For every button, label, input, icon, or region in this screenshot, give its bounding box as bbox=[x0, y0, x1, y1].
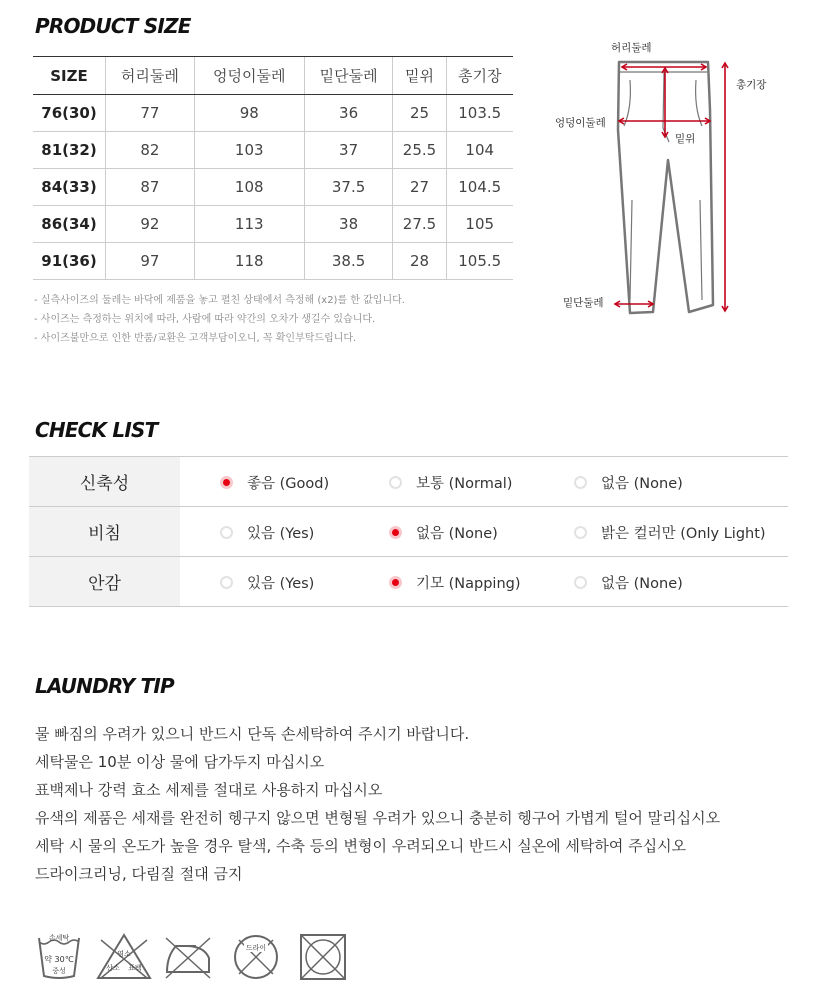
size-value-cell: 92 bbox=[106, 206, 195, 243]
size-value-cell: 25.5 bbox=[393, 132, 446, 169]
product-size-heading: PRODUCT SIZE bbox=[35, 14, 191, 38]
no-dry-clean-icon bbox=[231, 932, 281, 982]
column-header: SIZE bbox=[33, 57, 106, 95]
bleach-chlorine-label: 염소 bbox=[117, 950, 131, 958]
size-label-cell: 86(34) bbox=[33, 206, 106, 243]
size-value-cell: 103.5 bbox=[446, 95, 513, 132]
size-value-cell: 82 bbox=[106, 132, 195, 169]
hand-wash-label: 손세탁 bbox=[48, 934, 70, 942]
radio-selected-icon bbox=[389, 526, 402, 539]
size-label-cell: 84(33) bbox=[33, 169, 106, 206]
check-option-label: 보통 (Normal) bbox=[416, 476, 513, 492]
size-label-cell: 81(32) bbox=[33, 132, 106, 169]
laundry-tip-line: 유색의 제품은 세재를 완전히 헹구지 않으면 변형될 우려가 있으니 충분히 헹구어 가볍게 털어 말리십시오 bbox=[35, 809, 721, 827]
size-value-cell: 98 bbox=[194, 95, 304, 132]
column-header: 엉덩이둘레 bbox=[194, 57, 304, 95]
no-bleach-icon bbox=[95, 932, 153, 982]
check-option-label: 없음 (None) bbox=[416, 526, 498, 542]
size-label-cell: 91(36) bbox=[33, 243, 106, 280]
radio-unselected-icon bbox=[220, 526, 233, 539]
check-option bbox=[220, 522, 314, 543]
check-option bbox=[389, 572, 521, 593]
size-row bbox=[33, 206, 513, 243]
check-option-label: 있음 (Yes) bbox=[247, 526, 315, 542]
column-header: 총기장 bbox=[446, 57, 513, 95]
hand-wash-temp: 약 30℃ bbox=[44, 955, 74, 964]
radio-selected-icon bbox=[389, 576, 402, 589]
no-iron-icon bbox=[162, 932, 214, 982]
check-option bbox=[220, 572, 314, 593]
size-row bbox=[33, 243, 513, 280]
size-value-cell: 104.5 bbox=[446, 169, 513, 206]
size-note: - 사이즈는 측정하는 위치에 따라, 사람에 따라 약간의 오차가 생길수 있습니다. bbox=[34, 314, 376, 325]
column-header: 밑단둘레 bbox=[304, 57, 393, 95]
size-note: - 실측사이즈의 둘레는 바닥에 제품을 놓고 펼친 상태에서 측정해 (x2)를 한 값입니다. bbox=[34, 295, 405, 306]
check-option-label: 없음 (None) bbox=[601, 576, 683, 592]
size-table bbox=[33, 56, 513, 280]
check-option bbox=[389, 472, 512, 493]
check-option bbox=[574, 472, 683, 493]
size-value-cell: 25 bbox=[393, 95, 446, 132]
laundry-tip-line: 세탁물은 10분 이상 물에 담가두지 마십시오 bbox=[35, 753, 325, 771]
size-note: - 사이즈불만으로 인한 반품/교환은 고객부담이오니, 꼭 확인부탁드립니다. bbox=[34, 333, 357, 344]
check-list-table bbox=[29, 456, 788, 607]
diagram-label-waist: 허리둘레 bbox=[611, 42, 652, 54]
size-value-cell: 105.5 bbox=[446, 243, 513, 280]
size-row bbox=[33, 132, 513, 169]
check-list-label: 비침 bbox=[29, 507, 180, 556]
size-value-cell: 87 bbox=[106, 169, 195, 206]
check-option-label: 있음 (Yes) bbox=[247, 576, 315, 592]
bleach-label: 표백 bbox=[128, 964, 142, 972]
radio-unselected-icon bbox=[574, 576, 587, 589]
check-option bbox=[220, 472, 329, 493]
radio-unselected-icon bbox=[389, 476, 402, 489]
size-label-cell: 76(30) bbox=[33, 95, 106, 132]
check-option-label: 없음 (None) bbox=[601, 476, 683, 492]
column-header: 밑위 bbox=[393, 57, 446, 95]
laundry-tip-line: 드라이크리닝, 다림질 절대 금지 bbox=[35, 865, 243, 883]
laundry-tip-line: 세탁 시 물의 온도가 높을 경우 탈색, 수축 등의 변형이 우려되오니 반드시 실온에 세탁하여 주십시오 bbox=[35, 837, 687, 855]
laundry-tip-line: 물 빠짐의 우려가 있으니 반드시 단독 손세탁하여 주시기 바랍니다. bbox=[35, 725, 470, 743]
column-header: 허리둘레 bbox=[106, 57, 195, 95]
size-value-cell: 38.5 bbox=[304, 243, 393, 280]
radio-unselected-icon bbox=[574, 526, 587, 539]
radio-selected-icon bbox=[220, 476, 233, 489]
laundry-tip-line: 표백제나 강력 효소 세제를 절대로 사용하지 마십시오 bbox=[35, 781, 383, 799]
check-option bbox=[574, 572, 683, 593]
diagram-label-rise: 밑위 bbox=[675, 133, 696, 145]
size-value-cell: 27.5 bbox=[393, 206, 446, 243]
radio-unselected-icon bbox=[574, 476, 587, 489]
size-value-cell: 28 bbox=[393, 243, 446, 280]
laundry-tip-heading: LAUNDRY TIP bbox=[35, 674, 174, 698]
check-list-heading: CHECK LIST bbox=[35, 418, 158, 442]
size-table-header bbox=[33, 57, 513, 95]
bleach-oxygen-label: 산소 bbox=[106, 964, 120, 972]
check-list-label: 신축성 bbox=[29, 457, 180, 506]
check-list-label: 안감 bbox=[29, 557, 180, 606]
size-value-cell: 108 bbox=[194, 169, 304, 206]
check-option bbox=[574, 522, 766, 543]
no-tumble-dry-icon bbox=[298, 932, 348, 984]
check-option-label: 기모 (Napping) bbox=[416, 576, 521, 592]
size-value-cell: 104 bbox=[446, 132, 513, 169]
size-value-cell: 105 bbox=[446, 206, 513, 243]
size-value-cell: 37 bbox=[304, 132, 393, 169]
size-value-cell: 97 bbox=[106, 243, 195, 280]
size-value-cell: 37.5 bbox=[304, 169, 393, 206]
size-value-cell: 38 bbox=[304, 206, 393, 243]
check-option-label: 밝은 컬러만 (Only Light) bbox=[601, 526, 766, 542]
dry-clean-label: 드라이 bbox=[245, 944, 267, 952]
hand-wash-icon bbox=[35, 932, 83, 982]
size-value-cell: 113 bbox=[194, 206, 304, 243]
size-row bbox=[33, 169, 513, 206]
check-option-label: 좋음 (Good) bbox=[247, 476, 330, 492]
size-value-cell: 27 bbox=[393, 169, 446, 206]
check-option bbox=[389, 522, 498, 543]
size-row bbox=[33, 95, 513, 132]
radio-unselected-icon bbox=[220, 576, 233, 589]
size-value-cell: 118 bbox=[194, 243, 304, 280]
size-value-cell: 103 bbox=[194, 132, 304, 169]
size-value-cell: 77 bbox=[106, 95, 195, 132]
hand-wash-detergent: 중성 bbox=[52, 967, 66, 975]
pants-measurement-diagram bbox=[600, 50, 740, 325]
laundry-tip-list bbox=[35, 720, 720, 888]
size-value-cell: 36 bbox=[304, 95, 393, 132]
diagram-label-hip: 엉덩이둘레 bbox=[555, 117, 606, 129]
diagram-label-total-length: 총기장 bbox=[736, 79, 767, 91]
size-notes bbox=[34, 291, 405, 348]
diagram-label-hem: 밑단둘레 bbox=[563, 297, 604, 309]
